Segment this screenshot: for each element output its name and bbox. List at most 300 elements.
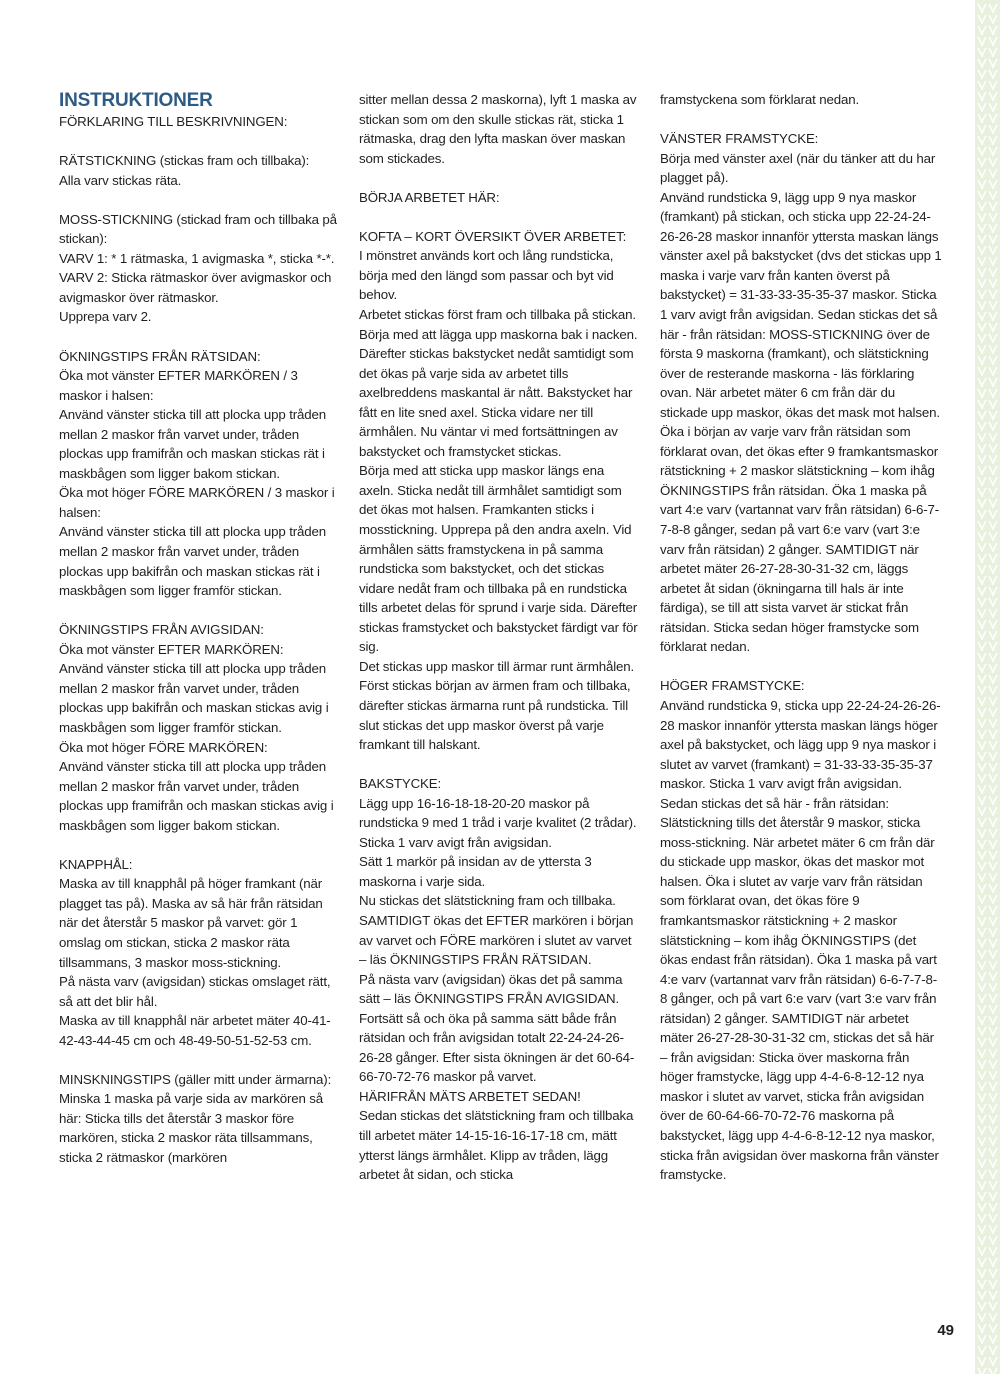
stitch-mark bbox=[989, 576, 997, 585]
stitch-mark bbox=[989, 1291, 997, 1300]
stitch-mark bbox=[989, 455, 997, 464]
stitch-mark bbox=[978, 1324, 986, 1333]
stitch-mark bbox=[978, 565, 986, 574]
stitch-mark bbox=[989, 1071, 997, 1080]
stitch-mark bbox=[978, 983, 986, 992]
text-block bbox=[359, 227, 641, 755]
stitch-mark bbox=[978, 400, 986, 409]
paragraph: VARV 1: * 1 rätmaska, 1 avigmaska *, sticka *-*. bbox=[59, 250, 335, 266]
paragraph: Maska av till knapphål när arbetet mäter 40-41-42-43-44-45 cm och 48-49-50-51-52-53 cm. bbox=[59, 1013, 331, 1048]
stitch-mark bbox=[978, 741, 986, 750]
paragraph: Maska av till knapphål på höger framkant (när plagget tas på). Maska av så här från rätsidan när det återstår 5 maskor på varvet: gör 1 omslag om stickan, sticka 2 maskor räta tillsammans, 3 maskor moss-stickning. bbox=[59, 876, 323, 970]
column-1 bbox=[59, 90, 341, 1187]
paragraph: Sätt 1 markör på insidan av de yttersta 3 maskorna i varje sida. bbox=[359, 854, 592, 889]
stitch-mark bbox=[978, 1049, 986, 1058]
stitch-mark bbox=[989, 312, 997, 321]
page-number: 49 bbox=[937, 1322, 954, 1339]
paragraph: Alla varv stickas räta. bbox=[59, 172, 182, 188]
stitch-mark bbox=[978, 950, 986, 959]
stitch-mark bbox=[978, 455, 986, 464]
paragraph: MOSS-STICKNING (stickad fram och tillbaka på stickan): bbox=[59, 211, 337, 247]
stitch-mark bbox=[989, 950, 997, 959]
stitch-mark bbox=[978, 686, 986, 695]
stitch-mark bbox=[989, 334, 997, 343]
paragraph: VÄNSTER FRAMSTYCKE: bbox=[660, 131, 819, 147]
stitch-mark bbox=[989, 642, 997, 651]
column-2-text bbox=[359, 90, 641, 1185]
paragraph: Arbetet stickas först fram och tillbaka på stickan. Börja med att lägga upp maskorna bak i nacken. Därefter stickas bakstycket nedåt samtidigt som det ökas på varje sida av arbetet tills axelbreddens maskantal är nått. Bakstycket har fått en lite sned axel. Sticka vidare ner till ärmhålen. Nu väntar vi med fortsättningen av bakstycket och framstycket stickas. bbox=[359, 307, 638, 459]
paragraph: FÖRKLARING TILL BESKRIVNINGEN: bbox=[59, 114, 288, 129]
stitch-mark bbox=[989, 730, 997, 739]
stitch-mark bbox=[978, 136, 986, 145]
stitch-mark bbox=[978, 1192, 986, 1201]
stitch-mark bbox=[989, 1148, 997, 1157]
stitch-mark bbox=[978, 499, 986, 508]
stitch-mark bbox=[989, 884, 997, 893]
column-3 bbox=[660, 90, 942, 1204]
stitch-mark bbox=[989, 1280, 997, 1289]
stitch-mark bbox=[989, 1049, 997, 1058]
paragraph: Det stickas upp maskor till ärmar runt ärmhålen. Först stickas början av ärmen fram och tillbaka, därefter stickas ärmarna runt på rundsticka. Till slut stickas det upp maskor överst på varje framkant till halskant. bbox=[359, 658, 635, 753]
stitch-mark bbox=[978, 895, 986, 904]
stitch-mark bbox=[989, 587, 997, 596]
stitch-mark bbox=[978, 312, 986, 321]
stitch-mark bbox=[978, 1357, 986, 1366]
stitch-mark bbox=[978, 26, 986, 35]
stitch-mark bbox=[978, 213, 986, 222]
stitch-mark bbox=[989, 1115, 997, 1124]
stitch-mark bbox=[978, 191, 986, 200]
paragraph: BÖRJA ARBETET HÄR: bbox=[359, 189, 500, 205]
stitch-mark bbox=[989, 862, 997, 871]
stitch-mark bbox=[989, 169, 997, 178]
text-block bbox=[660, 676, 942, 1184]
stitch-mark bbox=[989, 15, 997, 24]
stitch-mark bbox=[989, 4, 997, 13]
stitch-mark bbox=[978, 235, 986, 244]
stitch-mark bbox=[989, 686, 997, 695]
stitch-mark bbox=[989, 1159, 997, 1168]
stitch-mark bbox=[989, 983, 997, 992]
stitch-mark bbox=[989, 708, 997, 717]
stitch-mark bbox=[978, 1258, 986, 1267]
stitch-mark bbox=[989, 554, 997, 563]
text-block bbox=[59, 347, 341, 601]
stitch-mark bbox=[978, 807, 986, 816]
stitch-mark bbox=[989, 499, 997, 508]
stitch-mark bbox=[989, 1038, 997, 1047]
text-block bbox=[660, 90, 942, 110]
stitch-mark bbox=[978, 48, 986, 57]
paragraph: framstyckena som förklarat nedan. bbox=[660, 92, 860, 107]
stitch-mark bbox=[989, 1302, 997, 1311]
stitch-mark bbox=[989, 906, 997, 915]
stitch-mark bbox=[978, 598, 986, 607]
stitch-mark bbox=[978, 466, 986, 475]
paragraph: Upprepa varv 2. bbox=[59, 309, 152, 325]
stitch-mark bbox=[989, 367, 997, 376]
stitch-mark bbox=[989, 1137, 997, 1146]
stitch-mark bbox=[978, 620, 986, 629]
stitch-mark bbox=[978, 92, 986, 101]
stitch-mark bbox=[978, 158, 986, 167]
stitch-mark bbox=[989, 1027, 997, 1036]
stitch-mark bbox=[989, 1203, 997, 1212]
paragraph: Sedan stickas det slätstickning fram och tillbaka till arbetet mäter 14-15-16-16-17-18 cm, mätt ytterst längs ärmhålet. Klipp av tråden, lägg arbetet åt sidan, och sticka bbox=[359, 1108, 634, 1183]
stitch-mark bbox=[989, 37, 997, 46]
stitch-mark bbox=[978, 1060, 986, 1069]
stitch-mark bbox=[989, 521, 997, 530]
paragraph: sitter mellan dessa 2 maskorna), lyft 1 maska av stickan som om den skulle stickas rät, sticka 1 rätmaska, drag den lyfta maskan över maskan som stickades. bbox=[359, 92, 637, 166]
stitch-mark bbox=[989, 1126, 997, 1135]
stitch-mark bbox=[978, 796, 986, 805]
stitch-mark bbox=[978, 279, 986, 288]
stitch-mark bbox=[989, 631, 997, 640]
stitch-mark bbox=[989, 26, 997, 35]
stitch-mark bbox=[978, 169, 986, 178]
stitch-mark bbox=[978, 884, 986, 893]
stitch-mark bbox=[989, 422, 997, 431]
stitch-mark bbox=[989, 114, 997, 123]
stitch-mark bbox=[989, 81, 997, 90]
stitch-mark bbox=[989, 1181, 997, 1190]
stitch-mark bbox=[978, 356, 986, 365]
stitch-mark bbox=[989, 807, 997, 816]
paragraph: På nästa varv (avigsidan) stickas omslaget rätt, så att det blir hål. bbox=[59, 974, 331, 1009]
text-block bbox=[59, 620, 341, 835]
stitch-mark bbox=[989, 158, 997, 167]
knit-stitch-pattern bbox=[975, 0, 1000, 1374]
stitch-mark bbox=[989, 917, 997, 926]
stitch-mark bbox=[989, 246, 997, 255]
stitch-mark bbox=[989, 1236, 997, 1245]
stitch-mark bbox=[978, 818, 986, 827]
stitch-mark bbox=[989, 829, 997, 838]
paragraph: Börja med vänster axel (när du tänker att du har plagget på). bbox=[660, 150, 936, 186]
stitch-mark bbox=[989, 400, 997, 409]
stitch-mark bbox=[989, 653, 997, 662]
stitch-mark bbox=[978, 829, 986, 838]
stitch-mark bbox=[989, 411, 997, 420]
paragraph: RÄTSTICKNING (stickas fram och tillbaka): bbox=[59, 153, 310, 169]
stitch-mark bbox=[978, 103, 986, 112]
stitch-mark bbox=[978, 1137, 986, 1146]
stitch-mark bbox=[978, 1269, 986, 1278]
stitch-mark bbox=[989, 873, 997, 882]
stitch-mark bbox=[978, 180, 986, 189]
stitch-mark bbox=[989, 774, 997, 783]
stitch-mark bbox=[978, 994, 986, 1003]
stitch-mark bbox=[978, 433, 986, 442]
stitch-mark bbox=[989, 202, 997, 211]
stitch-mark bbox=[989, 290, 997, 299]
stitch-mark bbox=[989, 741, 997, 750]
stitch-mark bbox=[989, 510, 997, 519]
stitch-mark bbox=[978, 587, 986, 596]
stitch-mark bbox=[978, 257, 986, 266]
stitch-mark bbox=[978, 1016, 986, 1025]
stitch-mark bbox=[978, 1313, 986, 1322]
stitch-mark bbox=[989, 818, 997, 827]
paragraph: KOFTA – KORT ÖVERSIKT ÖVER ARBETET: bbox=[359, 228, 627, 244]
stitch-mark bbox=[978, 389, 986, 398]
stitch-mark bbox=[978, 851, 986, 860]
stitch-mark bbox=[989, 994, 997, 1003]
stitch-mark bbox=[978, 917, 986, 926]
stitch-mark bbox=[978, 763, 986, 772]
paragraph: Använd vänster sticka till att plocka upp tråden mellan 2 maskor från varvet under, tråden plockas upp bakifrån och maskan stickas rät i maskbågen som ligger framför stickan. bbox=[59, 524, 327, 599]
stitch-mark bbox=[978, 202, 986, 211]
stitch-mark bbox=[989, 268, 997, 277]
column-2 bbox=[359, 90, 641, 1204]
stitch-mark bbox=[989, 620, 997, 629]
stitch-mark bbox=[978, 147, 986, 156]
stitch-mark bbox=[989, 1258, 997, 1267]
knit-pattern-border bbox=[973, 0, 1000, 1374]
text-block bbox=[359, 774, 641, 1184]
stitch-mark bbox=[978, 1214, 986, 1223]
stitch-mark bbox=[989, 433, 997, 442]
stitch-mark bbox=[978, 1027, 986, 1036]
stitch-mark bbox=[989, 796, 997, 805]
stitch-mark bbox=[978, 70, 986, 79]
stitch-mark bbox=[978, 1302, 986, 1311]
stitch-mark bbox=[978, 488, 986, 497]
text-block bbox=[59, 112, 341, 132]
stitch-mark bbox=[978, 1071, 986, 1080]
stitch-mark bbox=[989, 697, 997, 706]
stitch-mark bbox=[989, 609, 997, 618]
stitch-mark bbox=[978, 697, 986, 706]
stitch-mark bbox=[989, 125, 997, 134]
paragraph: Använd vänster sticka till att plocka upp tråden mellan 2 maskor från varvet under, tråden plockas upp bakifrån och maskan stickas avig i maskbågen som ligger framför stickan. bbox=[59, 661, 329, 735]
stitch-mark bbox=[978, 422, 986, 431]
column-1-text bbox=[59, 112, 341, 1168]
stitch-mark bbox=[978, 752, 986, 761]
paragraph: Använd vänster sticka till att plocka upp tråden mellan 2 maskor från varvet under, tråden plockas upp framifrån och maskan stickas rät i maskbågen som ligger bakom stickan. bbox=[59, 407, 327, 481]
stitch-mark bbox=[989, 323, 997, 332]
paragraph: Använd rundsticka 9, sticka upp 22-24-24-26-26-28 maskor innanför yttersta maskan längs höger axel på bakstycket, och lägg upp 9 nya maskor i slutet av varvet (framkant) = 31-33-33-35-35-37 maskor. Sticka 1 varv avigt från avigsidan. Sedan stickas det så här - från rätsidan: Slätstickning tills det återstår 9 maskor, sticka moss-stickning. När arbetet mäter 6 cm från där du stickade upp maskor, ökas det maskor mot halsen. Öka i slutet av varje varv från rätsidan som förklarat ovan, det ökas före 9 framkantsmaskor rätstickning + 2 maskor slätstickning – kom ihåg ÖKNINGSTIPS (det ökas endast från rätsidan). Öka 1 maska på vart 4:e varv (vartannat varv från rätsidan) 6-6-7-7-8-8 gånger, och på vart 6:e varv (vart 3:e varv från rätsidan) 2 gånger. SAMTIDIGT när arbetet mäter 26-27-28-30-31-32 cm, stickas det så här – från avigsidan: Sticka över maskorna från höger framstycke, lägg upp 4-4-6-8-12-12 nya maskor i slutet av varvet, sticka från avigsidan över de 60-64-66-70-72-76 maskorna på bakstycket, lägg upp 4-4-6-8-12-12 nya maskor, sticka från avigsidan över maskorna från vänster framstycke. bbox=[660, 697, 941, 1183]
stitch-mark bbox=[989, 488, 997, 497]
stitch-mark bbox=[989, 1324, 997, 1333]
stitch-mark bbox=[978, 1104, 986, 1113]
stitch-mark bbox=[989, 664, 997, 673]
stitch-mark bbox=[978, 675, 986, 684]
stitch-mark bbox=[978, 928, 986, 937]
stitch-mark bbox=[989, 70, 997, 79]
stitch-mark bbox=[989, 1104, 997, 1113]
stitch-mark bbox=[989, 719, 997, 728]
stitch-mark bbox=[978, 125, 986, 134]
stitch-mark bbox=[978, 719, 986, 728]
stitch-mark bbox=[989, 1060, 997, 1069]
stitch-mark bbox=[989, 928, 997, 937]
stitch-mark bbox=[978, 862, 986, 871]
stitch-mark bbox=[989, 444, 997, 453]
stitch-mark bbox=[978, 1280, 986, 1289]
stitch-mark bbox=[989, 1192, 997, 1201]
stitch-mark bbox=[989, 1368, 997, 1374]
stitch-mark bbox=[978, 345, 986, 354]
stitch-mark bbox=[989, 1005, 997, 1014]
stitch-mark bbox=[989, 939, 997, 948]
stitch-mark bbox=[978, 268, 986, 277]
stitch-mark bbox=[989, 1346, 997, 1355]
stitch-mark bbox=[978, 664, 986, 673]
paragraph: På nästa varv (avigsidan) ökas det på samma sätt – läs ÖKNINGSTIPS FRÅN AVIGSIDAN. bbox=[359, 971, 623, 1007]
stitch-mark bbox=[989, 1357, 997, 1366]
stitch-mark bbox=[989, 389, 997, 398]
stitch-mark bbox=[978, 1346, 986, 1355]
stitch-mark bbox=[978, 1159, 986, 1168]
stitch-mark bbox=[989, 136, 997, 145]
stitch-mark bbox=[989, 257, 997, 266]
stitch-mark bbox=[978, 224, 986, 233]
stitch-mark bbox=[989, 1247, 997, 1256]
stitch-mark bbox=[978, 730, 986, 739]
paragraph: Minska 1 maska på varje sida av markören så här: Sticka tills det återstår 3 maskor före markören, sticka 2 maskor räta tillsammans, sticka 2 rätmaskor (markören bbox=[59, 1091, 324, 1165]
stitch-mark bbox=[989, 191, 997, 200]
stitch-mark bbox=[989, 279, 997, 288]
paragraph: VARV 2: Sticka rätmaskor över avigmaskor och avigmaskor över rätmaskor. bbox=[59, 270, 332, 305]
stitch-mark bbox=[989, 235, 997, 244]
stitch-mark bbox=[978, 785, 986, 794]
stitch-mark bbox=[978, 1093, 986, 1102]
stitch-mark bbox=[989, 477, 997, 486]
stitch-mark bbox=[978, 1335, 986, 1344]
column-3-text bbox=[660, 90, 942, 1185]
paragraph: ÖKNINGSTIPS FRÅN AVIGSIDAN: bbox=[59, 622, 264, 638]
stitch-mark bbox=[978, 1126, 986, 1135]
paragraph: Använd vänster sticka till att plocka upp tråden mellan 2 maskor från varvet under, tråden plockas upp framifrån och maskan stickas avig i maskbågen som ligger bakom stickan. bbox=[59, 759, 334, 833]
stitch-mark bbox=[978, 1148, 986, 1157]
stitch-mark bbox=[978, 334, 986, 343]
stitch-mark bbox=[978, 961, 986, 970]
stitch-mark bbox=[978, 1181, 986, 1190]
stitch-mark bbox=[978, 554, 986, 563]
stitch-mark bbox=[989, 1214, 997, 1223]
stitch-mark bbox=[978, 631, 986, 640]
stitch-mark bbox=[989, 565, 997, 574]
stitch-mark bbox=[978, 708, 986, 717]
stitch-mark bbox=[989, 378, 997, 387]
stitch-mark bbox=[989, 301, 997, 310]
text-block bbox=[59, 855, 341, 1050]
stitch-mark bbox=[989, 224, 997, 233]
stitch-mark bbox=[989, 213, 997, 222]
stitch-mark bbox=[978, 1170, 986, 1179]
stitch-mark bbox=[978, 1368, 986, 1374]
stitch-mark bbox=[978, 301, 986, 310]
stitch-mark bbox=[989, 1335, 997, 1344]
stitch-mark bbox=[978, 378, 986, 387]
stitch-mark bbox=[989, 1313, 997, 1322]
paragraph: Använd rundsticka 9, lägg upp 9 nya maskor (framkant) på stickan, och sticka upp 22-24-24-26-26-28 maskor innanför yttersta maskan längs vänster axel på bakstycket (dvs det stickas upp 1 maska i varje varv från kanten överst på bakstycket) = 31-33-33-35-35-37 maskor. Sticka 1 varv avigt från avigsidan. Sedan stickas det så här - från rätsidan: MOSS-STICKNING över de första 9 maskorna (framkant), och slätstickning över de resterande maskorna - läs förklaring ovan. När arbetet mäter 6 cm från där du stickade upp maskor, ökas det mask mot halsen. Öka i början av varje varv från rätsidan som förklarat ovan, det ökas efter 9 framkantsmaskor rätstickning + 2 maskor slätstickning – kom ihåg ÖKNINGSTIPS från rätsidan. Öka 1 maska på vart 4:e varv (vartannat varv från rätsidan) 6-6-7-7-8-8 gånger, sedan på vart 6:e varv (vart 3:e varv från rätsidan) 2 gånger. SAMTIDIGT när arbetet mäter 26-27-28-30-31-32 cm, läggs arbetet åt sidan (ökningarna till hals är inte färdiga), se till att sista varvet är stickat från rätsidan. Sticka sedan höger framstycke som förklarat nedan. bbox=[660, 189, 942, 655]
stitch-mark bbox=[989, 1170, 997, 1179]
stitch-mark bbox=[978, 510, 986, 519]
stitch-mark bbox=[989, 763, 997, 772]
text-block bbox=[359, 90, 641, 168]
stitch-mark bbox=[978, 774, 986, 783]
stitch-mark bbox=[978, 532, 986, 541]
stitch-mark bbox=[978, 1225, 986, 1234]
stitch-mark bbox=[978, 576, 986, 585]
stitch-mark bbox=[978, 367, 986, 376]
stitch-mark bbox=[989, 961, 997, 970]
text-block bbox=[59, 151, 341, 190]
stitch-mark bbox=[978, 59, 986, 68]
stitch-mark bbox=[989, 785, 997, 794]
text-block bbox=[59, 210, 341, 327]
stitch-mark bbox=[989, 345, 997, 354]
stitch-mark bbox=[989, 92, 997, 101]
section-heading: INSTRUKTIONER bbox=[59, 90, 213, 111]
stitch-mark bbox=[989, 147, 997, 156]
stitch-mark bbox=[978, 1115, 986, 1124]
stitch-mark bbox=[978, 939, 986, 948]
stitch-mark bbox=[989, 851, 997, 860]
paragraph: ÖKNINGSTIPS FRÅN RÄTSIDAN: bbox=[59, 348, 261, 364]
stitch-mark bbox=[989, 180, 997, 189]
stitch-mark bbox=[978, 543, 986, 552]
stitch-mark bbox=[989, 466, 997, 475]
stitch-mark bbox=[978, 411, 986, 420]
stitch-mark bbox=[989, 1016, 997, 1025]
stitch-mark bbox=[989, 356, 997, 365]
paragraph: BAKSTYCKE: bbox=[359, 776, 442, 792]
paragraph: Öka mot höger FÖRE MARKÖREN: bbox=[59, 739, 268, 755]
stitch-mark bbox=[989, 972, 997, 981]
text-block bbox=[660, 129, 942, 657]
stitch-mark bbox=[978, 37, 986, 46]
stitch-mark bbox=[989, 752, 997, 761]
paragraph: I mönstret används kort och lång rundsticka, börja med den längd som passar och byt vid behov. bbox=[359, 248, 614, 303]
stitch-mark bbox=[989, 1082, 997, 1091]
stitch-mark bbox=[989, 1269, 997, 1278]
stitch-mark bbox=[978, 653, 986, 662]
stitch-mark bbox=[978, 81, 986, 90]
text-block bbox=[59, 1070, 341, 1168]
stitch-mark bbox=[978, 609, 986, 618]
stitch-mark bbox=[978, 906, 986, 915]
paragraph: Öka mot höger FÖRE MARKÖREN / 3 maskor i halsen: bbox=[59, 485, 335, 520]
paragraph: Fortsätt så och öka på samma sätt både från rätsidan och från avigsidan totalt 22-24-24-26-26-28 gånger. Efter sista ökningen är det 60-64-66-70-72-76 maskor på varvet. bbox=[359, 1010, 635, 1085]
stitch-mark bbox=[989, 895, 997, 904]
paragraph: Lägg upp 16-16-18-18-20-20 maskor på rundsticka 9 med 1 tråd i varje kvalitet (2 trådar). Sticka 1 varv avigt från avigsidan. bbox=[359, 795, 637, 850]
paragraph: Nu stickas det slätstickning fram och tillbaka. bbox=[359, 893, 616, 909]
stitch-mark bbox=[978, 1236, 986, 1245]
stitch-mark bbox=[978, 972, 986, 981]
paragraph: Börja med att sticka upp maskor längs ena axeln. Sticka nedåt till ärmhålet samtidigt som det ökas mot halsen. Framkanten sticks i mosstickning. Upprepa på den andra axeln. Vid ärmhålen sätts framstyckena in på samma rundsticka som bakstycket, och det stickas vidare nedåt fram och tillbaka på en rundsticka tills arbetet delas för sprund i varje sida. Därefter stickas framstycket och bakstycket färdigt var för sig. bbox=[359, 463, 638, 655]
paragraph: Öka mot vänster EFTER MARKÖREN / 3 maskor i halsen: bbox=[59, 368, 298, 403]
stitch-mark bbox=[978, 642, 986, 651]
paragraph: HÖGER FRAMSTYCKE: bbox=[660, 678, 805, 694]
stitch-mark bbox=[978, 1082, 986, 1091]
paragraph: KNAPPHÅL: bbox=[59, 856, 133, 872]
stitch-mark bbox=[978, 290, 986, 299]
paragraph: Öka mot vänster EFTER MARKÖREN: bbox=[59, 641, 284, 657]
stitch-mark bbox=[989, 1093, 997, 1102]
stitch-mark bbox=[978, 477, 986, 486]
stitch-mark bbox=[978, 15, 986, 24]
stitch-mark bbox=[978, 1247, 986, 1256]
stitch-mark bbox=[989, 48, 997, 57]
stitch-mark bbox=[978, 1291, 986, 1300]
stitch-mark bbox=[978, 246, 986, 255]
stitch-mark bbox=[989, 532, 997, 541]
stitch-mark bbox=[978, 840, 986, 849]
stitch-mark bbox=[989, 1225, 997, 1234]
